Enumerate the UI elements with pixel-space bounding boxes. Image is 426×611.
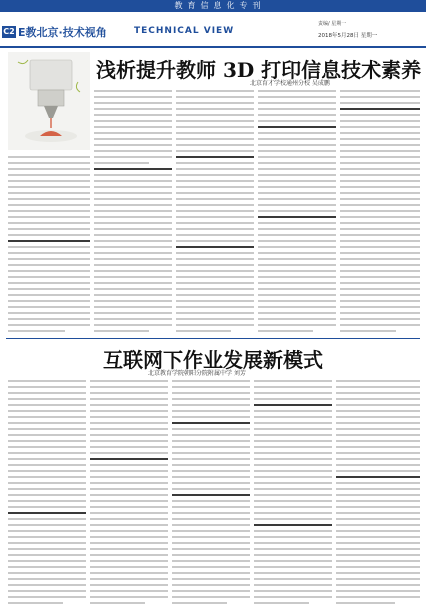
article-2-body-col-4 — [254, 380, 332, 606]
article-2-headline: 互联网下作业发展新模式 — [103, 348, 323, 372]
article-1-byline: 北京育才学校通州分校 吴成鹏 — [250, 80, 330, 87]
article-1-body-col-3 — [176, 90, 254, 334]
article-2-byline: 北京教育学院朝阳分院附属中学 刘芳 — [148, 370, 246, 377]
article-2-body-col-5 — [336, 380, 420, 606]
issue-date: 2018年5月28日 星期一 — [318, 33, 378, 39]
section-code-badge: C2 — [3, 27, 15, 36]
article-2-body-col-3 — [172, 380, 250, 606]
article-1-headline: 浅析提升教师 3D 打印信息技术素养 — [96, 58, 422, 82]
article-divider — [6, 338, 420, 339]
article-1-body-col-4 — [258, 90, 336, 334]
article-2-body-col-2 — [90, 380, 168, 606]
article-1-body-col-1 — [8, 156, 90, 334]
article-1-body-col-5 — [340, 90, 420, 334]
3d-printer-nozzle-photo — [8, 52, 90, 150]
section-name-english: TECHNICAL VIEW — [134, 26, 235, 36]
masthead-rule — [0, 46, 426, 48]
band-title: 教育信息化专刊 — [174, 1, 266, 10]
article-1-body-col-2 — [94, 90, 172, 334]
section-name: E教北京·技术视角 — [18, 26, 107, 39]
article-2-body-col-1 — [8, 380, 86, 606]
printer-illustration-icon — [8, 52, 90, 150]
editor-line: 责编/ 星期一 — [318, 21, 347, 27]
